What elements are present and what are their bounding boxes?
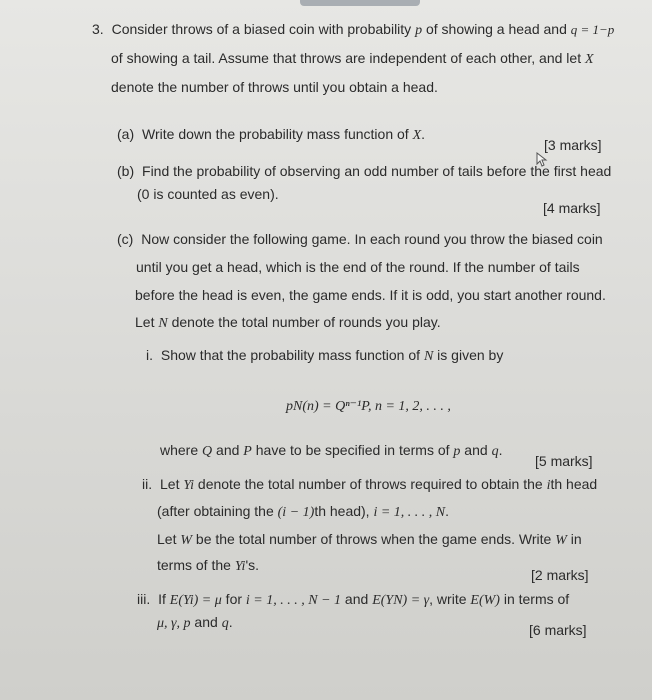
- part-c-line-4: Let N denote the total number of rounds you play.: [135, 314, 441, 331]
- top-edge-bar: [300, 0, 420, 6]
- part-b-line-2: (0 is counted as even).: [137, 186, 279, 202]
- question-3-line-3: denote the number of throws until you obtain a head.: [111, 79, 438, 95]
- part-c-i-line-2: where Q and P have to be specified in terms of p and q.: [160, 442, 503, 459]
- part-c-line-1: (c) Now consider the following game. In each round you throw the biased coin: [117, 231, 603, 247]
- part-b-marks: [4 marks]: [543, 200, 601, 216]
- part-c-ii-line-4: terms of the Yi's.: [157, 557, 260, 574]
- question-3-line-1: 3. Consider throws of a biased coin with probability p of showing a head and q = 1−p: [92, 21, 615, 38]
- question-number: 3.: [92, 21, 104, 37]
- part-c-line-2: until you get a head, which is the end of the round. If the number of tails: [136, 259, 580, 275]
- part-c-line-3: before the head is even, the game ends. If it is odd, you start another round.: [135, 287, 606, 303]
- part-c-ii-line-2: (after obtaining the (i − 1)th head), i = 1, . . . , N.: [157, 503, 450, 520]
- part-c-i-marks: [5 marks]: [535, 453, 593, 469]
- part-c-i-line-1: i. Show that the probability mass function of N is given by: [146, 347, 504, 364]
- part-c-ii-line-1: ii. Let Yi denote the total number of throws required to obtain the ith head: [142, 476, 598, 493]
- part-c-iii-marks: [6 marks]: [529, 622, 587, 638]
- part-b-line-1: (b) Find the probability of observing an odd number of tails before the first head: [117, 163, 612, 179]
- part-c-iii-line-1: iii. If E(Yi) = μ for i = 1, . . . , N − 1 and E(YN) = γ, write E(W) in terms of: [137, 591, 570, 608]
- part-c-iii-line-2: μ, γ, p and q.: [157, 614, 233, 631]
- part-a: (a) Write down the probability mass function of X.: [117, 126, 426, 143]
- part-a-marks: [3 marks]: [544, 137, 602, 153]
- part-c-ii-line-3: Let W be the total number of throws when the game ends. Write W in: [157, 531, 582, 548]
- part-c-ii-marks: [2 marks]: [531, 567, 589, 583]
- question-3-line-2: of showing a tail. Assume that throws are independent of each other, and let X: [111, 50, 594, 67]
- pmf-formula: pN(n) = Qⁿ⁻¹P, n = 1, 2, . . . ,: [286, 399, 451, 414]
